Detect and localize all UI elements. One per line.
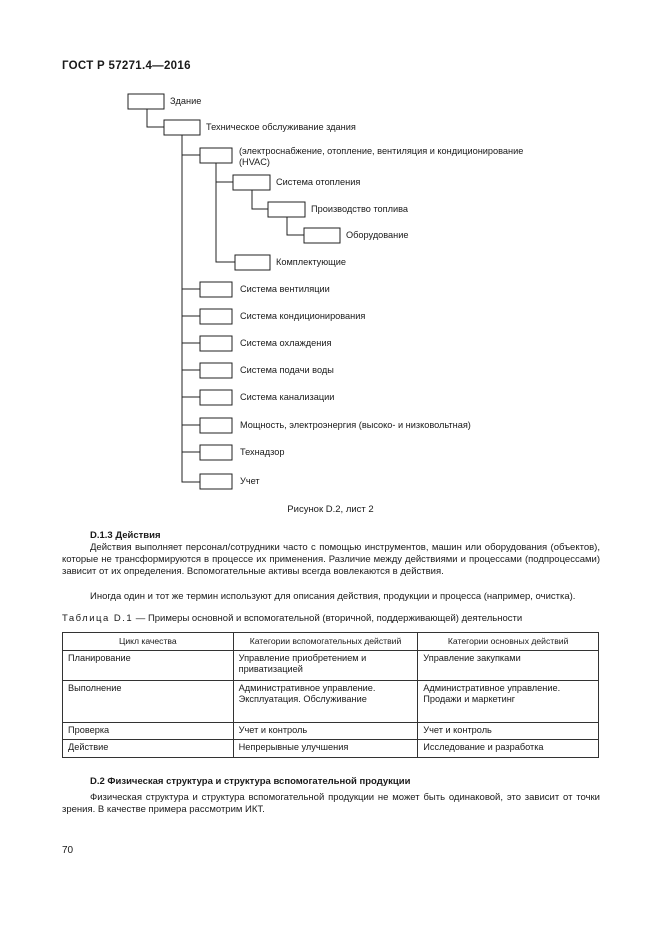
connector-hvac-trunk bbox=[216, 163, 235, 262]
table-cell: Проверка bbox=[63, 723, 234, 740]
node-label-sewage: Система канализации bbox=[240, 392, 335, 402]
paragraph-actions: Действия выполняет персонал/сотрудники часто с помощью инструментов, машин или оборудования (объектов), которые не трансформируются в процессе их применения. Различие между действиями и процессами (подпроцессами) зависит от их определения. Вспомогательные активы всегда вовлекаются в действия. bbox=[62, 542, 600, 578]
connector-building-maintenance bbox=[147, 109, 164, 127]
table-cell: Управление приобретением и приватизацией bbox=[233, 651, 418, 681]
node-label-water: Система подачи воды bbox=[240, 365, 334, 375]
table-cell: Административное управление. Продажи и маркетинг bbox=[418, 681, 599, 723]
figure-caption: Рисунок D.2, лист 2 bbox=[287, 504, 374, 515]
node-label-fuel: Производство топлива bbox=[311, 204, 409, 214]
paragraph-physical-structure: Физическая структура и структура вспомогательной продукции не может быть одинаковой, это зависит от точки зрения. В качестве примера рассмотрим ИКТ. bbox=[62, 792, 600, 816]
node-box-heating bbox=[233, 175, 270, 190]
node-label-heating: Система отопления bbox=[276, 177, 361, 187]
node-box-building bbox=[128, 94, 164, 109]
node-box-components bbox=[235, 255, 270, 270]
node-box-supervision bbox=[200, 445, 232, 460]
table-cell: Планирование bbox=[63, 651, 234, 681]
section-heading-d13: D.1.3 Действия bbox=[90, 530, 161, 541]
table-cell: Выполнение bbox=[63, 681, 234, 723]
document-id: ГОСТ Р 57271.4—2016 bbox=[62, 60, 191, 72]
node-box-conditioning bbox=[200, 309, 232, 324]
table-header-cell: Категории вспомогательных действий bbox=[233, 633, 418, 651]
table-cell: Административное управление. Эксплуатация. Обслуживание bbox=[233, 681, 418, 723]
node-box-fuel bbox=[268, 202, 305, 217]
table-cell: Непрерывные улучшения bbox=[233, 740, 418, 757]
node-box-sewage bbox=[200, 390, 232, 405]
node-label-ventilation: Система вентиляции bbox=[240, 284, 330, 294]
connector-maintenance-trunk bbox=[182, 135, 200, 482]
table-cell: Учет и контроль bbox=[233, 723, 418, 740]
node-label-accounting: Учет bbox=[240, 476, 260, 486]
node-label-cooling: Система охлаждения bbox=[240, 338, 332, 348]
table-row bbox=[63, 681, 599, 723]
table-cell: Действие bbox=[63, 740, 234, 757]
table-row bbox=[63, 740, 599, 757]
node-box-accounting bbox=[200, 474, 232, 489]
connector-fuel-equipment bbox=[287, 217, 304, 235]
table-caption-label: Таблица D.1 bbox=[62, 613, 134, 624]
node-label-supervision: Технадзор bbox=[240, 447, 285, 457]
node-box-maintenance bbox=[164, 120, 200, 135]
node-label-hvac-line2: (HVAC) bbox=[239, 157, 270, 167]
node-box-equipment bbox=[304, 228, 340, 243]
table-cell: Управление закупками bbox=[418, 651, 599, 681]
node-label-equipment: Оборудование bbox=[346, 230, 409, 240]
node-label-building: Здание bbox=[170, 96, 202, 106]
table-header-row bbox=[63, 633, 599, 651]
node-box-ventilation bbox=[200, 282, 232, 297]
table-header-cell: Категории основных действий bbox=[418, 633, 599, 651]
node-label-maintenance: Техническое обслуживание здания bbox=[206, 122, 356, 132]
connector-heating-fuel bbox=[252, 190, 268, 209]
table-cell: Учет и контроль bbox=[418, 723, 599, 740]
node-box-cooling bbox=[200, 336, 232, 351]
activities-table bbox=[62, 632, 599, 758]
node-box-water bbox=[200, 363, 232, 378]
table-row bbox=[63, 723, 599, 740]
node-label-hvac-line1: (электроснабжение, отопление, вентиляция и кондиционирование bbox=[239, 146, 524, 156]
node-box-hvac bbox=[200, 148, 232, 163]
node-label-power: Мощность, электроэнергия (высоко- и низковольтная) bbox=[240, 420, 471, 430]
node-box-power bbox=[200, 418, 232, 433]
table-caption bbox=[62, 613, 522, 624]
node-label-components: Комплектующие bbox=[276, 257, 346, 267]
page-number: 70 bbox=[62, 845, 74, 856]
table-header-cell: Цикл качества bbox=[63, 633, 234, 651]
table-caption-text: — Примеры основной и вспомогательной (вторичной, поддерживающей) деятельности bbox=[133, 613, 523, 624]
table-row bbox=[63, 651, 599, 681]
table-cell: Исследование и разработка bbox=[418, 740, 599, 757]
node-label-conditioning: Система кондиционирования bbox=[240, 311, 366, 321]
paragraph-terms: Иногда один и тот же термин используют для описания действия, продукции и процесса (например, очистка). bbox=[90, 591, 576, 602]
section-heading-d2: D.2 Физическая структура и структура вспомогательной продукции bbox=[90, 776, 411, 787]
